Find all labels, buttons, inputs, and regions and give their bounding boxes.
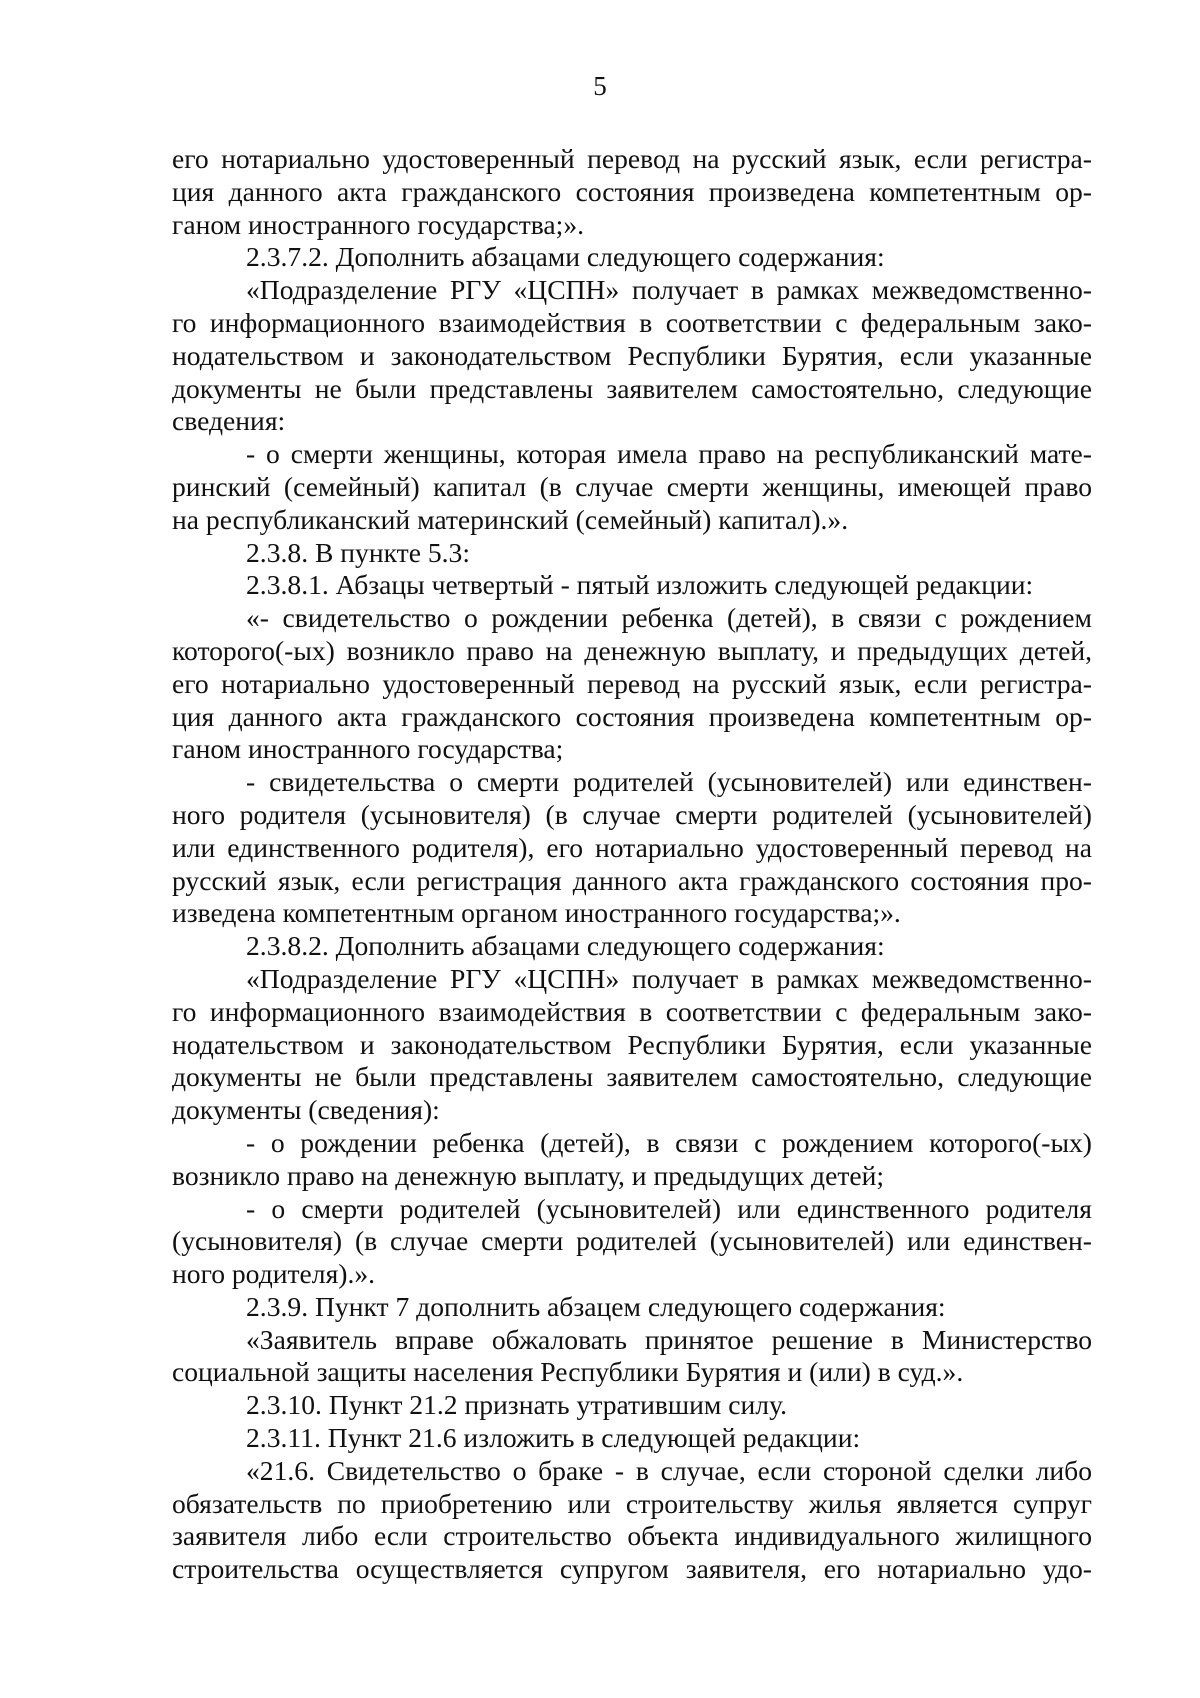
text-line: 2.3.10. Пункт 21.2 признать утратившим силу. [246,1389,788,1421]
paragraph [172,537,1092,570]
text-line: «Подразделение РГУ «ЦСПН» получает в рамках межведомственно- [246,962,1092,994]
paragraph [172,1422,1092,1455]
text-line: его нотариально удостоверенный перевод на русский язык, если регистра- [172,143,1092,174]
text-line: ганом иностранного государства; [172,733,564,765]
paragraph [172,602,1092,766]
page-number: 5 [593,71,607,101]
paragraph [172,1324,1092,1390]
text-line: - о смерти женщины, которая имела право на республиканский мате- [246,438,1092,470]
text-line: заявителя либо если строительство объекта индивидуального жилищного [172,1520,1092,1552]
paragraph [172,569,1092,602]
text-line: русский язык, если регистрация данного акта гражданского состояния про- [172,864,1092,896]
text-line: документы (сведения): [172,1094,440,1126]
text-line: документы не были представлены заявителем самостоятельно, следующие [172,1061,1092,1093]
paragraph [172,930,1092,963]
text-line: 2.3.7.2. Дополнить абзацами следующего содержания: [246,241,885,273]
text-line: 2.3.8.1. Абзацы четвертый - пятый изложить следующей редакции: [246,569,1034,601]
text-line: на республиканский материнский (семейный) капитал).». [172,503,849,535]
text-line: 2.3.9. Пункт 7 дополнить абзацем следующего содержания: [246,1290,946,1322]
text-line: нодательством и законодательством Республики Бурятия, если указанные [172,339,1092,371]
text-line: ного родителя).». [172,1258,376,1290]
document-body [172,143,1092,1586]
text-line: - о рождении ребенка (детей), в связи с рождением которого(-ых) [246,1126,1092,1158]
text-line: 2.3.8. В пункте 5.3: [246,536,471,568]
text-line: сведения: [172,405,286,437]
text-line: социальной защиты населения Республики Бурятия и (или) в суд.». [172,1356,964,1388]
paragraph [172,438,1092,536]
paragraph [172,143,1092,241]
text-line: которого(-ых) возникло право на денежную выплату, и предыдущих детей, [172,634,1092,666]
paragraph [172,1127,1092,1193]
paragraph [172,766,1092,930]
text-line: го информационного взаимодействия в соответствии с федеральным зако- [172,306,1092,338]
text-line: возникло право на денежную выплату, и предыдущих детей; [172,1159,885,1191]
paragraph [172,274,1092,438]
text-line: «21.6. Свидетельство о браке - в случае, если стороной сделки либо [246,1454,1092,1486]
text-line: ция данного акта гражданского состояния произведена компетентным ор- [172,175,1092,207]
text-line: документы не были представлены заявителем самостоятельно, следующие [172,372,1092,404]
text-line: «- свидетельство о рождении ребенка (детей), в связи с рождением [246,602,1092,634]
text-line: - свидетельства о смерти родителей (усыновителей) или единствен- [246,766,1092,798]
text-line: го информационного взаимодействия в соответствии с федеральным зако- [172,995,1092,1027]
text-line: или единственного родителя), его нотариально удостоверенный перевод на [172,831,1092,863]
text-line: - о смерти родителей (усыновителей) или единственного родителя [246,1192,1092,1224]
text-line: ганом иностранного государства;». [172,208,585,240]
paragraph [172,1193,1092,1291]
paragraph [172,1291,1092,1324]
text-line: строительства осуществляется супругом заявителя, его нотариально удо- [172,1553,1092,1585]
text-line: 2.3.11. Пункт 21.6 изложить в следующей редакции: [246,1422,861,1454]
text-line: ного родителя (усыновителя) (в случае смерти родителей (усыновителей) [172,798,1092,830]
paragraph [172,1389,1092,1422]
text-line: изведена компетентным органом иностранного государства;». [172,897,901,929]
text-line: обязательств по приобретению или строительству жилья является супруг [172,1487,1092,1519]
text-line: ция данного акта гражданского состояния произведена компетентным ор- [172,700,1092,732]
text-line: ринский (семейный) капитал (в случае смерти женщины, имеющей право [172,470,1092,502]
text-line: его нотариально удостоверенный перевод на русский язык, если регистра- [172,667,1092,699]
paragraph [172,1455,1092,1586]
text-line: нодательством и законодательством Республики Бурятия, если указанные [172,1028,1092,1060]
paragraph [172,963,1092,1127]
text-line: «Подразделение РГУ «ЦСПН» получает в рамках межведомственно- [246,274,1092,306]
text-line: «Заявитель вправе обжаловать принятое решение в Министерство [246,1323,1092,1355]
text-line: 2.3.8.2. Дополнить абзацами следующего содержания: [246,930,885,962]
text-line: (усыновителя) (в случае смерти родителей (усыновителей) или единствен- [172,1225,1092,1257]
paragraph [172,241,1092,274]
